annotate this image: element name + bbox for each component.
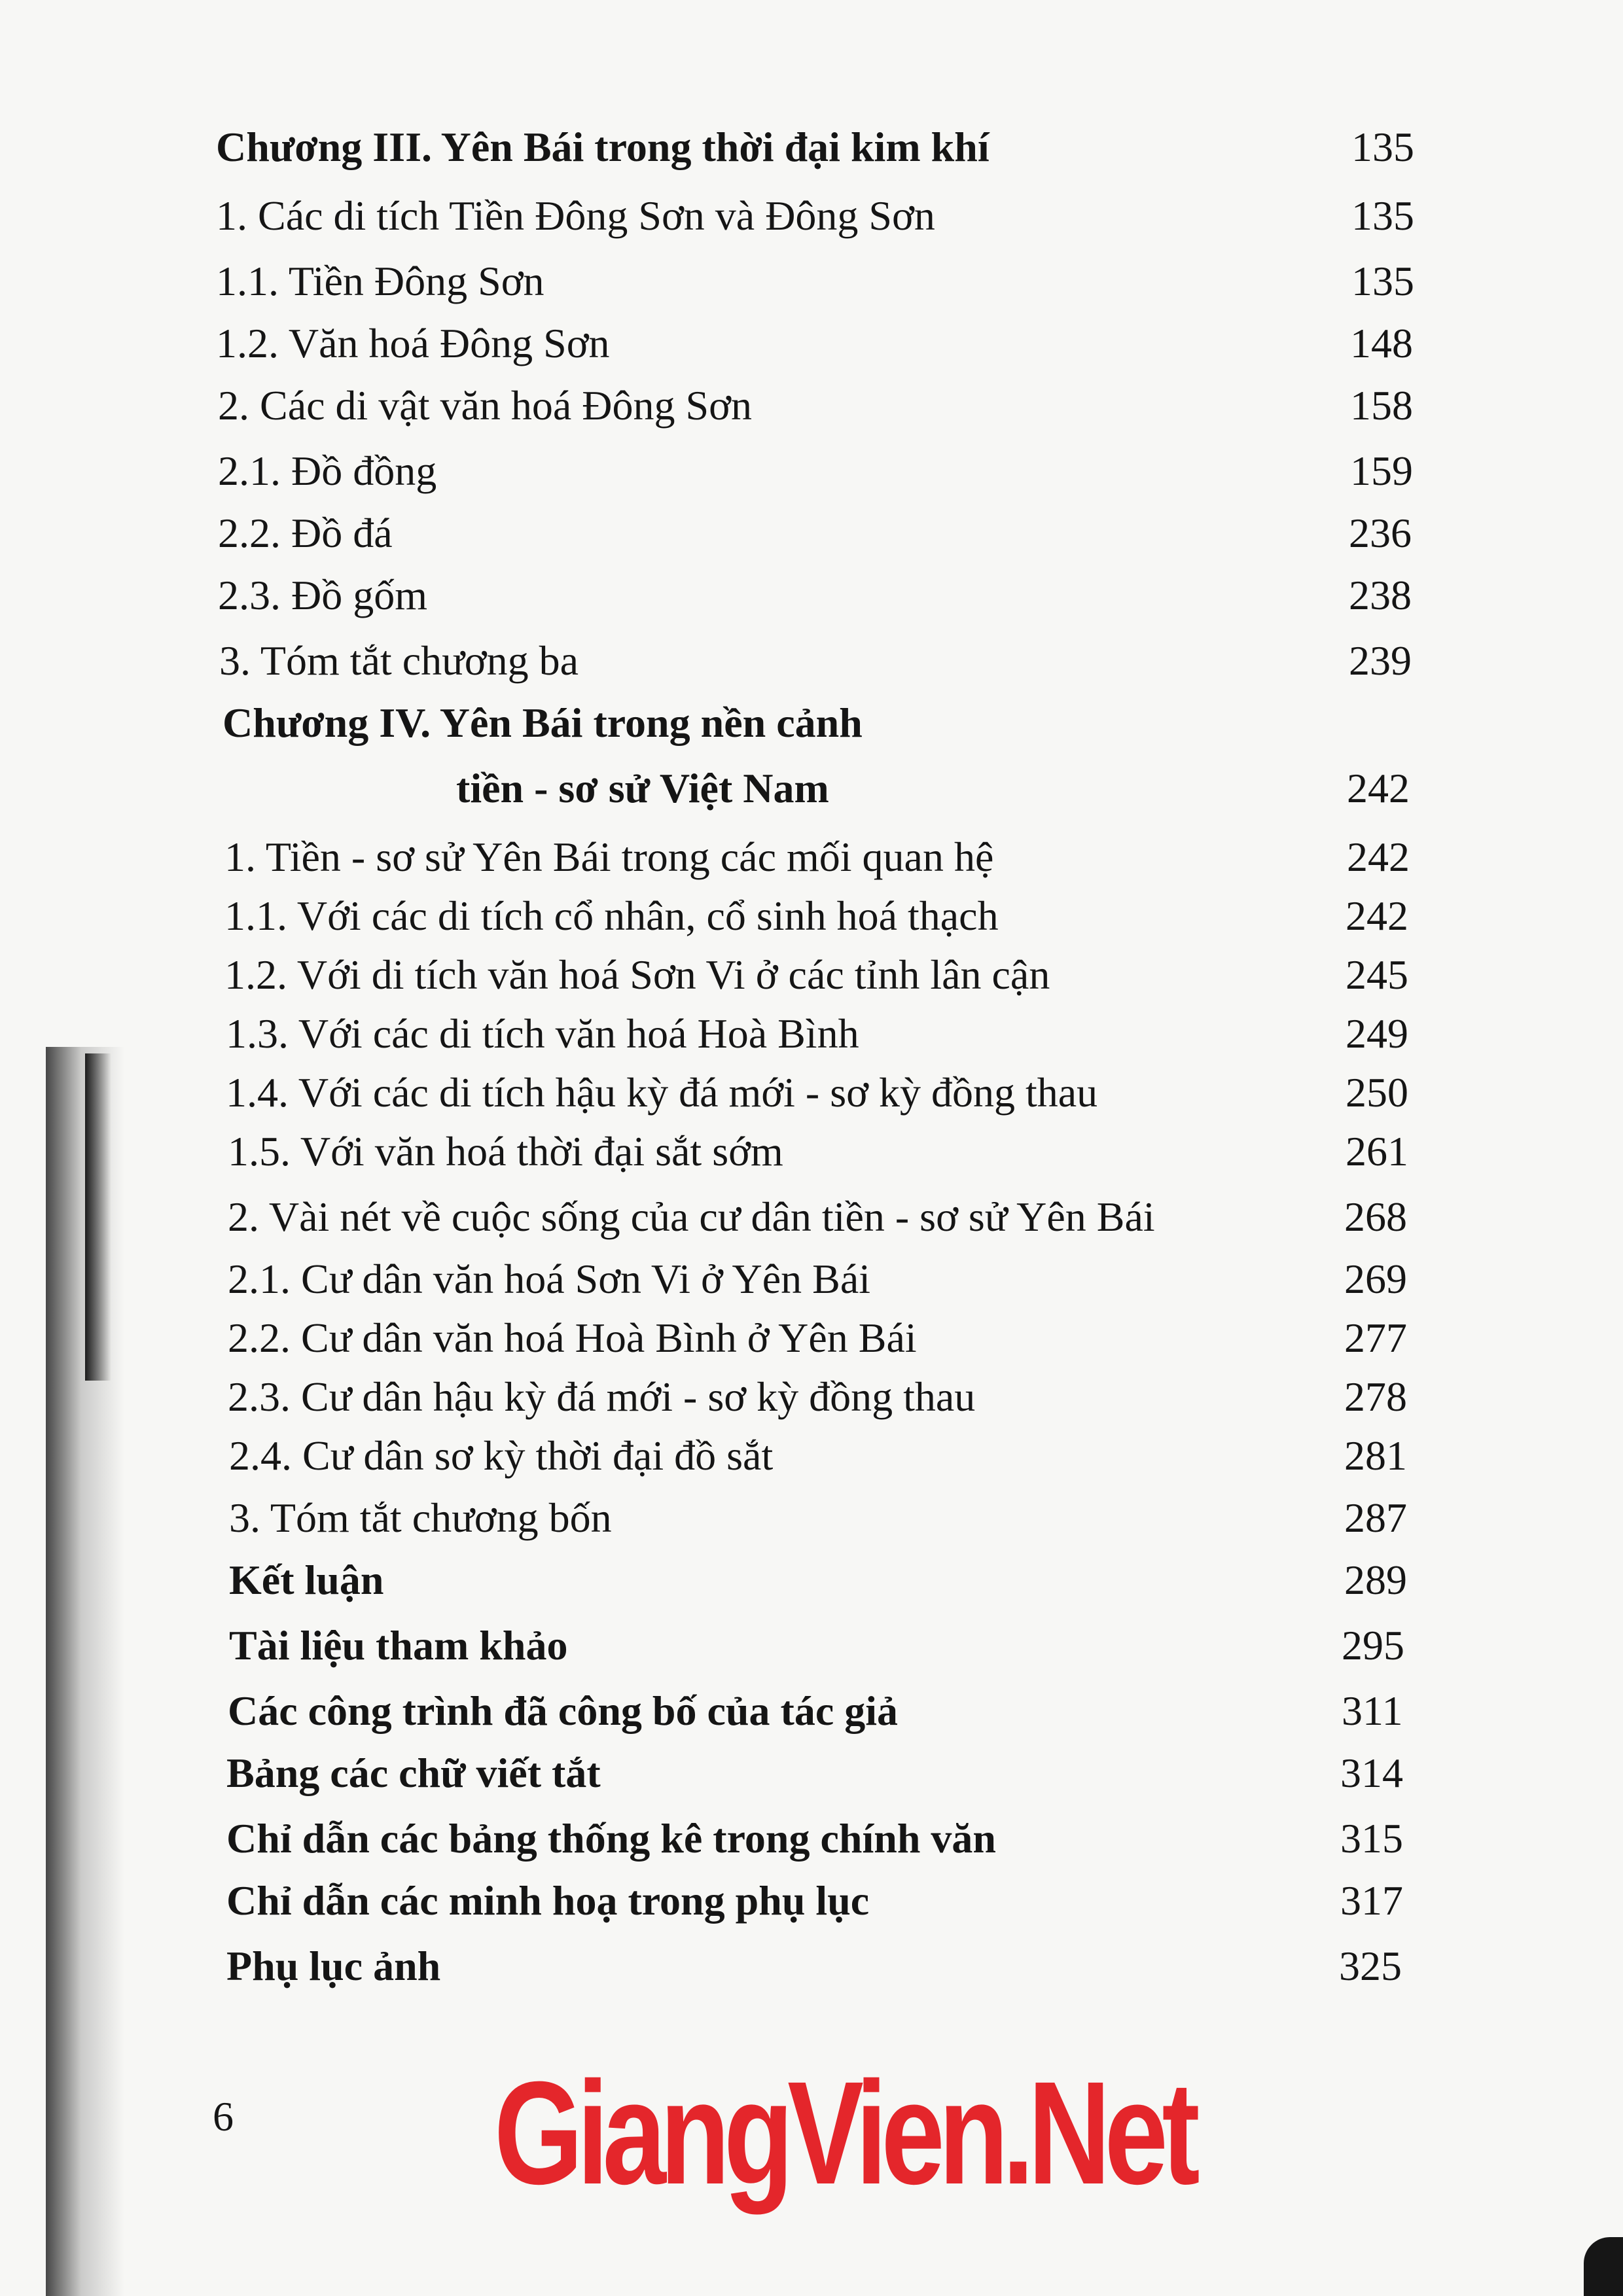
toc-entry bbox=[226, 1806, 1440, 1871]
toc-entry bbox=[228, 1678, 1440, 1744]
toc-entry bbox=[216, 115, 1440, 180]
toc-entry bbox=[224, 883, 1440, 949]
toc-entry bbox=[229, 1485, 1440, 1551]
toc-entry bbox=[219, 628, 1440, 694]
toc-entry-title: 1. Tiền - sơ sử Yên Bái trong các mối quan hệ bbox=[224, 834, 994, 880]
toc-entry-page: 159 bbox=[1350, 448, 1413, 494]
toc-entry-page: 325 bbox=[1339, 1943, 1402, 1989]
toc-entry-page: 314 bbox=[1340, 1750, 1403, 1796]
toc-entry bbox=[218, 501, 1440, 566]
page-number: 6 bbox=[213, 2093, 234, 2140]
toc-entry-title: 1.5. Với văn hoá thời đại sắt sớm bbox=[228, 1128, 783, 1174]
toc-entry-title: 2.2. Cư dân văn hoá Hoà Bình ở Yên Bái bbox=[228, 1315, 917, 1361]
toc-entry-page: 242 bbox=[1346, 892, 1408, 939]
toc-entry-title: Chương III. Yên Bái trong thời đại kim khí bbox=[216, 124, 990, 170]
toc-entry bbox=[216, 183, 1440, 249]
toc-entry-title: 1.2. Với di tích văn hoá Sơn Vi ở các tỉnh lân cận bbox=[224, 951, 1050, 998]
toc-entry bbox=[226, 1868, 1440, 1934]
toc-entry-page: 268 bbox=[1344, 1193, 1407, 1240]
toc-entry-page: 242 bbox=[1347, 765, 1410, 811]
toc-entry bbox=[218, 438, 1440, 504]
toc-entry bbox=[228, 1246, 1440, 1312]
toc-entry-page: 269 bbox=[1344, 1256, 1407, 1302]
toc-entry-page: 315 bbox=[1340, 1815, 1403, 1862]
toc-entry-title: Tài liệu tham khảo bbox=[229, 1622, 568, 1669]
toc-entry-page: 135 bbox=[1351, 258, 1414, 304]
toc-entry-page: 148 bbox=[1350, 320, 1413, 366]
toc-entry bbox=[228, 1305, 1440, 1371]
toc-entry-page: 239 bbox=[1349, 637, 1412, 684]
toc-entry-page: 311 bbox=[1342, 1687, 1403, 1734]
toc-entry bbox=[229, 1547, 1440, 1613]
toc-entry-page: 281 bbox=[1344, 1432, 1407, 1479]
toc-entry bbox=[228, 1119, 1440, 1184]
toc-entry-page: 236 bbox=[1349, 510, 1412, 556]
toc-entry-title: Chỉ dẫn các bảng thống kê trong chính văn bbox=[226, 1815, 996, 1862]
toc-entry-page: 250 bbox=[1346, 1069, 1408, 1116]
toc-entry-page: 289 bbox=[1344, 1557, 1407, 1603]
toc-entry bbox=[229, 1613, 1440, 1678]
toc-entry-title: 1. Các di tích Tiền Đông Sơn và Đông Sơn bbox=[216, 192, 935, 239]
toc-entry bbox=[456, 756, 1440, 821]
toc-entry bbox=[228, 1184, 1440, 1250]
toc-entry-title: 2. Các di vật văn hoá Đông Sơn bbox=[218, 382, 752, 429]
toc-entry-page: 245 bbox=[1346, 951, 1408, 998]
toc-entry-title: 2.2. Đồ đá bbox=[218, 510, 393, 556]
toc-entry-page: 242 bbox=[1347, 834, 1410, 880]
toc-entry-title: 2.1. Đồ đồng bbox=[218, 448, 437, 494]
toc-entry-page: 135 bbox=[1351, 192, 1414, 239]
toc-entry-title: 1.2. Văn hoá Đông Sơn bbox=[216, 320, 610, 366]
toc-entry-title: 2.3. Cư dân hậu kỳ đá mới - sơ kỳ đồng thau bbox=[228, 1373, 976, 1420]
toc-entry-title: 3. Tóm tắt chương ba bbox=[219, 637, 579, 684]
toc-entry bbox=[218, 563, 1440, 628]
toc-entry bbox=[216, 249, 1440, 314]
toc-entry-title: 2. Vài nét về cuộc sống của cư dân tiền - sơ sử Yên Bái bbox=[228, 1193, 1155, 1240]
toc-entry-title: Kết luận bbox=[229, 1557, 384, 1603]
toc-entry-title: 2.4. Cư dân sơ kỳ thời đại đồ sắt bbox=[229, 1432, 774, 1479]
toc-entry-title: Các công trình đã công bố của tác giả bbox=[228, 1687, 898, 1734]
toc-entry-page: 287 bbox=[1344, 1494, 1407, 1541]
toc-entry bbox=[229, 1423, 1440, 1489]
toc-entry bbox=[224, 942, 1440, 1008]
toc-entry-title: 1.4. Với các di tích hậu kỳ đá mới - sơ kỳ đồng thau bbox=[226, 1069, 1098, 1116]
toc-entry-page: 295 bbox=[1342, 1622, 1404, 1669]
toc-entry-title: 1.3. Với các di tích văn hoá Hoà Bình bbox=[226, 1010, 859, 1057]
toc-entry-title: 2.1. Cư dân văn hoá Sơn Vi ở Yên Bái bbox=[228, 1256, 870, 1302]
toc-entry-title: 2.3. Đồ gốm bbox=[218, 572, 427, 618]
toc-entry-title: Phụ lục ảnh bbox=[226, 1943, 441, 1989]
toc-entry-page: 317 bbox=[1340, 1877, 1403, 1924]
toc-entry-title: Chương IV. Yên Bái trong nền cảnh bbox=[223, 699, 863, 746]
toc-entry-title: 1.1. Với các di tích cổ nhân, cổ sinh hoá thạch bbox=[224, 892, 999, 939]
toc-entry-title: Bảng các chữ viết tắt bbox=[226, 1750, 601, 1796]
toc-entry bbox=[226, 1001, 1440, 1067]
toc-entry-title: 3. Tóm tắt chương bốn bbox=[229, 1494, 612, 1541]
toc-entry-page: 135 bbox=[1351, 124, 1414, 170]
toc-entry-title: Chỉ dẫn các minh hoạ trong phụ lục bbox=[226, 1877, 870, 1924]
toc-entry-page: 278 bbox=[1344, 1373, 1407, 1420]
toc-entry-page: 158 bbox=[1350, 382, 1413, 429]
toc-entry-title: 1.1. Tiền Đông Sơn bbox=[216, 258, 544, 304]
toc-entry bbox=[226, 1740, 1440, 1806]
scan-edge-dark-strip bbox=[85, 1053, 111, 1381]
watermark-logo: GiangVien.Net bbox=[494, 2051, 1194, 2215]
toc-entry bbox=[224, 824, 1440, 890]
toc-entry bbox=[223, 690, 1440, 756]
toc-entry-page: 261 bbox=[1346, 1128, 1408, 1174]
toc-entry bbox=[218, 373, 1440, 438]
toc-entry-title: tiền - sơ sử Việt Nam bbox=[456, 765, 829, 811]
toc-entry bbox=[228, 1364, 1440, 1430]
toc-entry-page: 238 bbox=[1349, 572, 1412, 618]
toc-entry-page: 249 bbox=[1346, 1010, 1408, 1057]
toc-entry-page: 277 bbox=[1344, 1315, 1407, 1361]
toc-entry bbox=[216, 311, 1440, 376]
toc-entry bbox=[226, 1934, 1440, 1999]
scan-corner-mark bbox=[1584, 2237, 1623, 2296]
toc-entry bbox=[226, 1060, 1440, 1125]
